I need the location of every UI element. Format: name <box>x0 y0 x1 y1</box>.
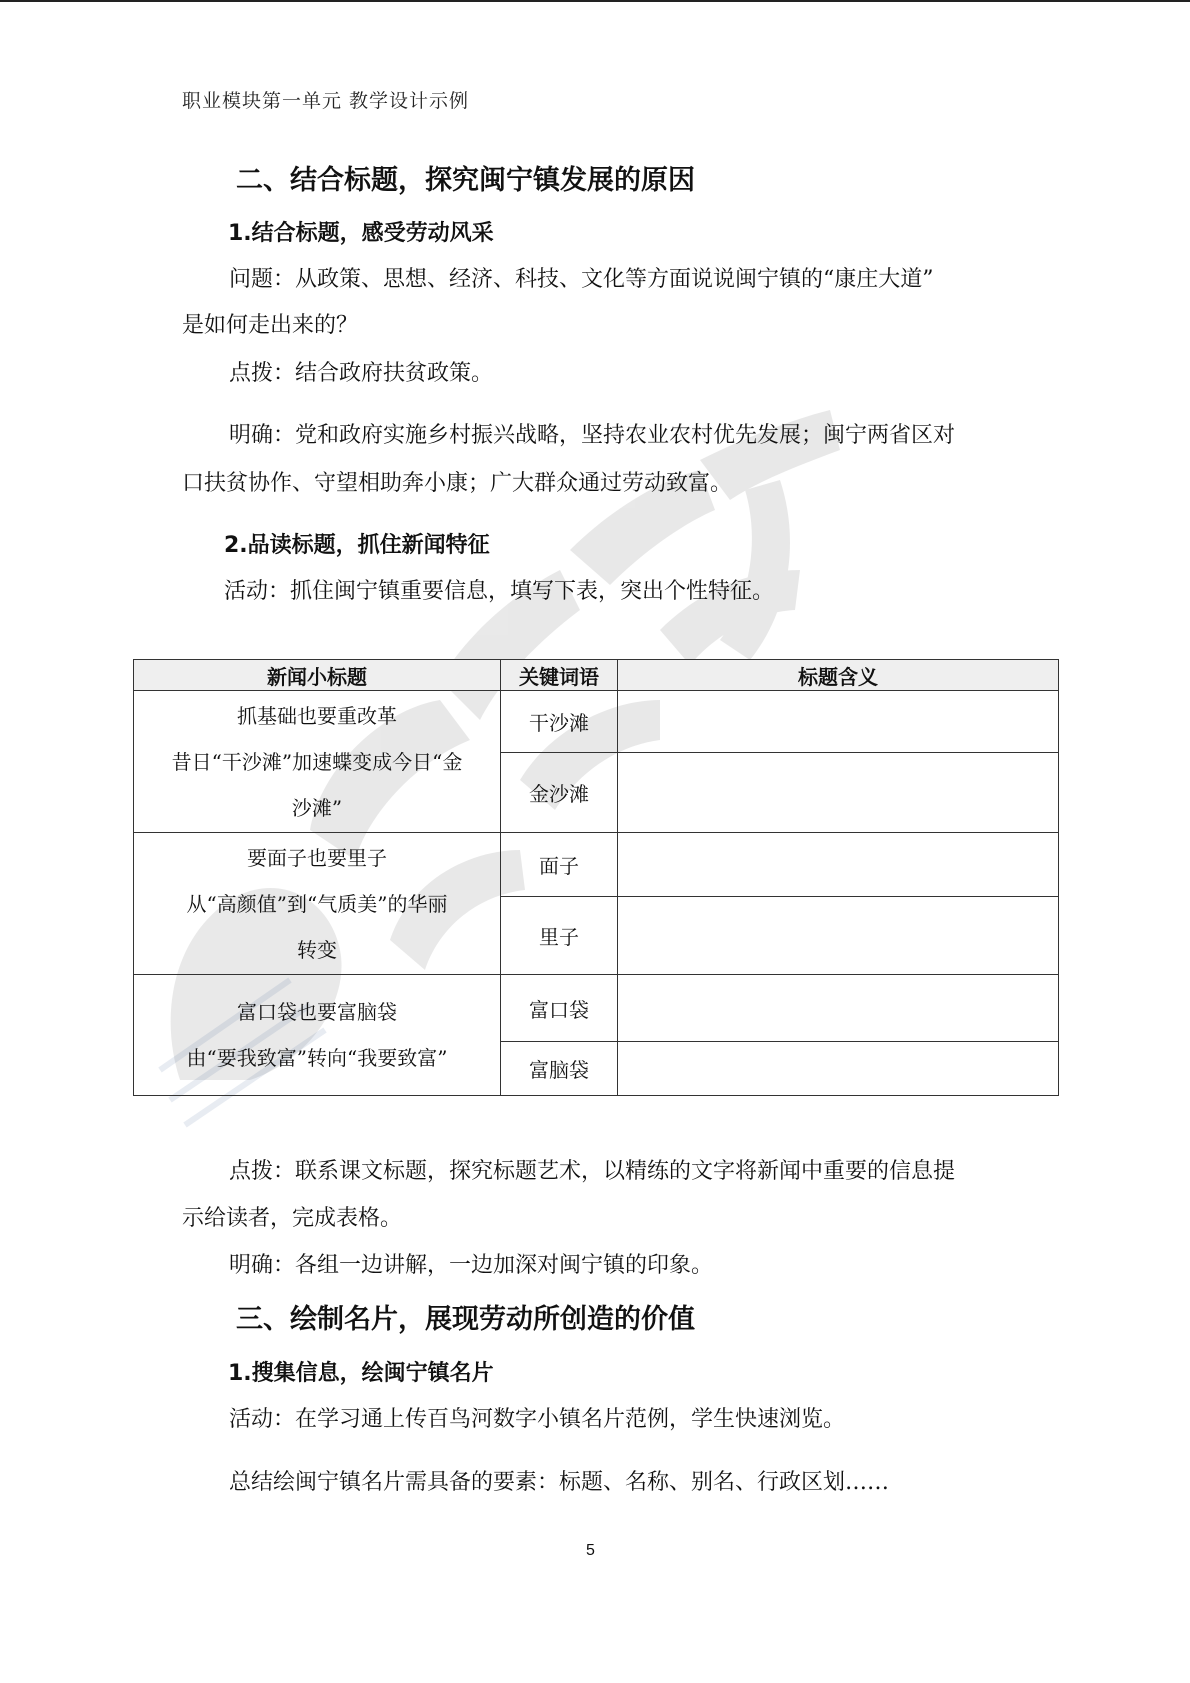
hint-text: 点拨：结合政府扶贫政策。 <box>229 361 494 386</box>
meaning-cell[interactable] <box>618 897 1059 975</box>
meaning-cell[interactable] <box>618 753 1059 833</box>
section-3-1-heading: 1.搜集信息，绘闽宁镇名片 <box>228 1361 494 1386</box>
header-subtitle: 新闻小标题 <box>134 660 501 691</box>
subtitle-line: 要面子也要里子 <box>247 845 387 870</box>
table-header-row <box>134 660 1059 691</box>
subtitle-cell <box>134 833 501 975</box>
keyword-cell: 金沙滩 <box>501 753 618 833</box>
answer-line-1: 明确：党和政府实施乡村振兴战略，坚持农业农村优先发展；闽宁两省区对 <box>229 423 956 448</box>
subtitle-line: 沙滩” <box>291 795 343 820</box>
keyword-cell: 富脑袋 <box>501 1042 618 1096</box>
table-row <box>134 833 1059 897</box>
subtitle-line: 昔日“干沙滩”加速蝶变成今日“金 <box>171 749 463 774</box>
table-row <box>134 691 1059 753</box>
table-hint-line-2: 示给读者，完成表格。 <box>182 1206 403 1231</box>
meaning-cell[interactable] <box>618 833 1059 897</box>
keyword-cell: 干沙滩 <box>501 691 618 753</box>
question-line-2: 是如何走出来的？ <box>182 313 359 338</box>
table-answer: 明确：各组一边讲解，一边加深对闽宁镇的印象。 <box>229 1253 714 1278</box>
section-3-heading: 三、绘制名片，展现劳动所创造的价值 <box>236 1304 695 1335</box>
subtitle-line: 由“要我致富”转向“我要致富” <box>186 1046 448 1070</box>
subtitle-line: 富口袋也要富脑袋 <box>237 1000 397 1024</box>
keyword-cell: 富口袋 <box>501 975 618 1042</box>
subtitle-line: 转变 <box>297 937 337 962</box>
keyword-cell: 面子 <box>501 833 618 897</box>
keyword-cell: 里子 <box>501 897 618 975</box>
section-3-summary: 总结绘闽宁镇名片需具备的要素：标题、名称、别名、行政区划…… <box>229 1470 890 1495</box>
header-keywords: 关键词语 <box>501 660 618 691</box>
running-header: 职业模块第一单元 教学设计示例 <box>182 90 470 112</box>
section-2-1-heading: 1.结合标题，感受劳动风采 <box>228 221 494 246</box>
subtitle-line: 从“高颜值”到“气质美”的华丽 <box>186 891 448 916</box>
page-number: 5 <box>586 1542 595 1559</box>
section-2-2-heading: 2.品读标题，抓住新闻特征 <box>224 533 490 558</box>
news-subtitle-table <box>133 659 1059 1096</box>
table-row <box>134 975 1059 1042</box>
answer-line-2: 口扶贫协作、守望相助奔小康；广大群众通过劳动致富。 <box>182 471 733 496</box>
meaning-cell[interactable] <box>618 1042 1059 1096</box>
subtitle-cell <box>134 691 501 833</box>
subtitle-cell <box>134 975 501 1096</box>
meaning-cell[interactable] <box>618 975 1059 1042</box>
section-3-activity: 活动：在学习通上传百鸟河数字小镇名片范例，学生快速浏览。 <box>229 1407 846 1432</box>
section-2-heading: 二、结合标题，探究闽宁镇发展的原因 <box>236 165 695 196</box>
question-line-1: 问题：从政策、思想、经济、科技、文化等方面说说闽宁镇的“康庄大道” <box>229 267 934 292</box>
subtitle-line: 抓基础也要重改革 <box>237 703 397 728</box>
activity-text: 活动：抓住闽宁镇重要信息，填写下表，突出个性特征。 <box>224 579 775 604</box>
table-hint-line-1: 点拨：联系课文标题，探究标题艺术，以精练的文字将新闻中重要的信息提 <box>229 1159 956 1184</box>
header-meaning: 标题含义 <box>618 660 1059 691</box>
meaning-cell[interactable] <box>618 691 1059 753</box>
